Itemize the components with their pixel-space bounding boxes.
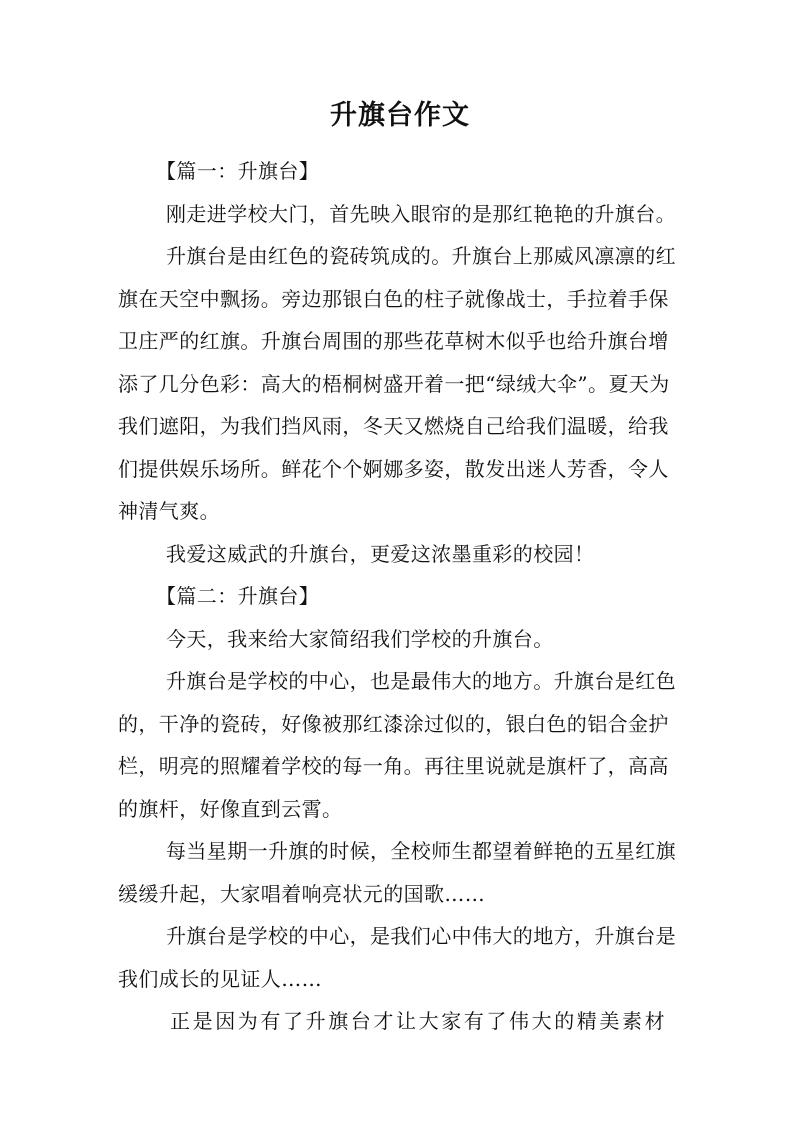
paragraph: 我爱这威武的升旗台，更爱这浓墨重彩的校园！ — [166, 541, 595, 566]
paragraph: 升旗台是学校的中心，是我们心中伟大的地方，升旗台是我们成长的见证人…… — [118, 924, 676, 991]
document-body — [118, 150, 684, 1043]
paragraph: 升旗台是由红色的瓷砖筑成的。升旗台上那威风凛凛的红旗在天空中飘扬。旁边那银白色的柱子就像战士，手拉着手保卫庄严的红旗。升旗台周围的那些花草树木似乎也给升旗台增添了几分色彩：高大的梧桐树盛开着一把“绿绒大伞”。夏天为我们遮阳，为我们挡风雨，冬天又燃烧自己给我们温暖，给我们提供娱乐场所。鲜花个个婀娜多姿，散发出迷人芳香，令人神清气爽。 — [118, 244, 676, 523]
section-heading-2: 【篇二：升旗台】 — [156, 584, 320, 608]
paragraph: 今天，我来给大家简绍我们学校的升旗台。 — [166, 626, 554, 651]
paragraph: 刚走进学校大门，首先映入眼帘的是那红艳艳的升旗台。 — [166, 201, 676, 226]
document-title: 升旗台作文 — [330, 100, 470, 131]
section-heading-1: 【篇一：升旗台】 — [156, 159, 320, 183]
paragraph-final: 正是因为有了升旗台才让大家有了伟大的精美素材 — [170, 1009, 668, 1033]
paragraph: 每当星期一升旗的时候，全校师生都望着鲜艳的五星红旗缓缓升起，大家唱着响亮状元的国歌…… — [118, 839, 676, 906]
paragraph: 升旗台是学校的中心，也是最伟大的地方。升旗台是红色的，干净的瓷砖，好像被那红漆涂过似的，银白色的铝合金护栏，明亮的照耀着学校的每一角。再往里说就是旗杆了，高高的旗杆，好像直到云霄。 — [118, 669, 676, 821]
